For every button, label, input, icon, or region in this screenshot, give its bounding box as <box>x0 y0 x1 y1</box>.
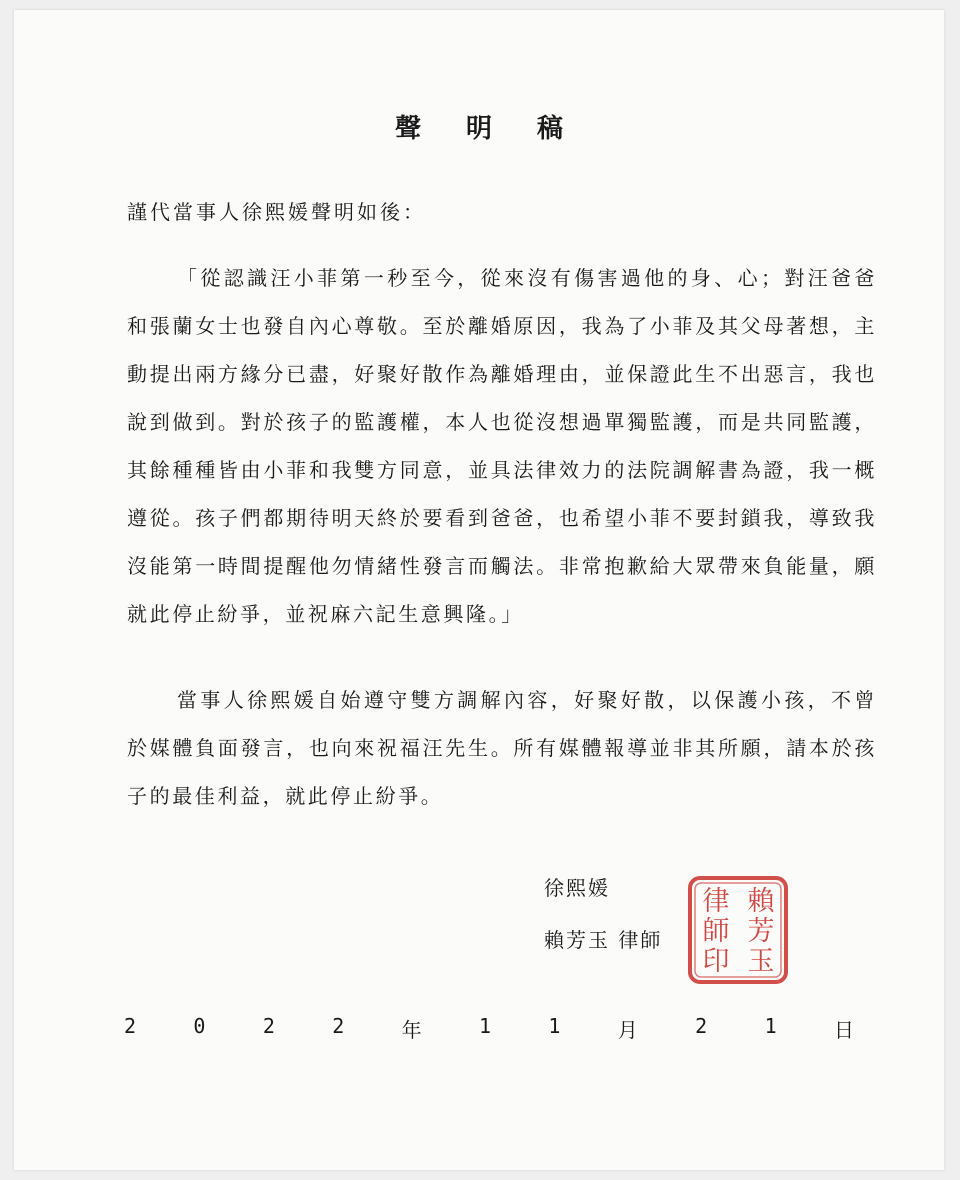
date-char: 2 <box>262 1014 275 1038</box>
seal-glyph: 芳 <box>747 916 775 947</box>
lawyer-signature: 賴芳玉 律師 <box>544 928 663 952</box>
date-char: 日 <box>833 1018 854 1042</box>
date-char: 0 <box>193 1014 206 1038</box>
seal-glyph: 賴 <box>747 886 775 917</box>
seal-glyph: 玉 <box>747 946 775 977</box>
lawyer-seal-stamp <box>686 874 790 986</box>
date-char: 2 <box>124 1014 137 1038</box>
date-char: 2 <box>332 1014 345 1038</box>
date-char: 月 <box>617 1018 638 1042</box>
seal-glyph: 律 <box>702 886 730 917</box>
date-char: 2 <box>695 1014 708 1038</box>
salutation-line: 謹代當事人徐熙媛聲明如後： <box>127 200 426 224</box>
date-char: 1 <box>478 1014 492 1038</box>
document-date <box>124 1014 854 1043</box>
seal-glyph: 師 <box>702 916 730 947</box>
signatory-name: 徐熙媛 <box>544 876 610 900</box>
document-page <box>14 10 944 1170</box>
seal-glyph: 印 <box>702 946 730 977</box>
date-char: 年 <box>401 1018 422 1042</box>
document-title: 聲 明 稿 <box>394 114 582 144</box>
quoted-statement: 「從認識汪小菲第一秒至今，從來沒有傷害過他的身、心；對汪爸爸和張蘭女士也發自內心尊敬。至於離婚原因，我為了小菲及其父母著想，主動提出兩方緣分已盡，好聚好散作為離婚理由，並保證此生不出惡言，我也說到做到。對於孩子的監護權，本人也從沒想過單獨監護，而是共同監護，其餘種種皆由小菲和我雙方同意，並具法律效力的法院調解書為證，我一概遵從。孩子們都期待明天終於要看到爸爸，也希望小菲不要封鎖我，導致我沒能第一時間提醒他勿情緒性發言而觸法。非常抱歉給大眾帶來負能量，願就此停止紛爭，並祝麻六記生意興隆。」 <box>127 266 877 626</box>
closing-paragraph: 當事人徐熙媛自始遵守雙方調解內容，好聚好散，以保護小孩，不曾於媒體負面發言，也向來祝福汪先生。所有媒體報導並非其所願，請本於孩子的最佳利益，就此停止紛爭。 <box>127 688 877 808</box>
date-char: 1 <box>764 1014 777 1038</box>
date-char: 1 <box>548 1014 561 1038</box>
